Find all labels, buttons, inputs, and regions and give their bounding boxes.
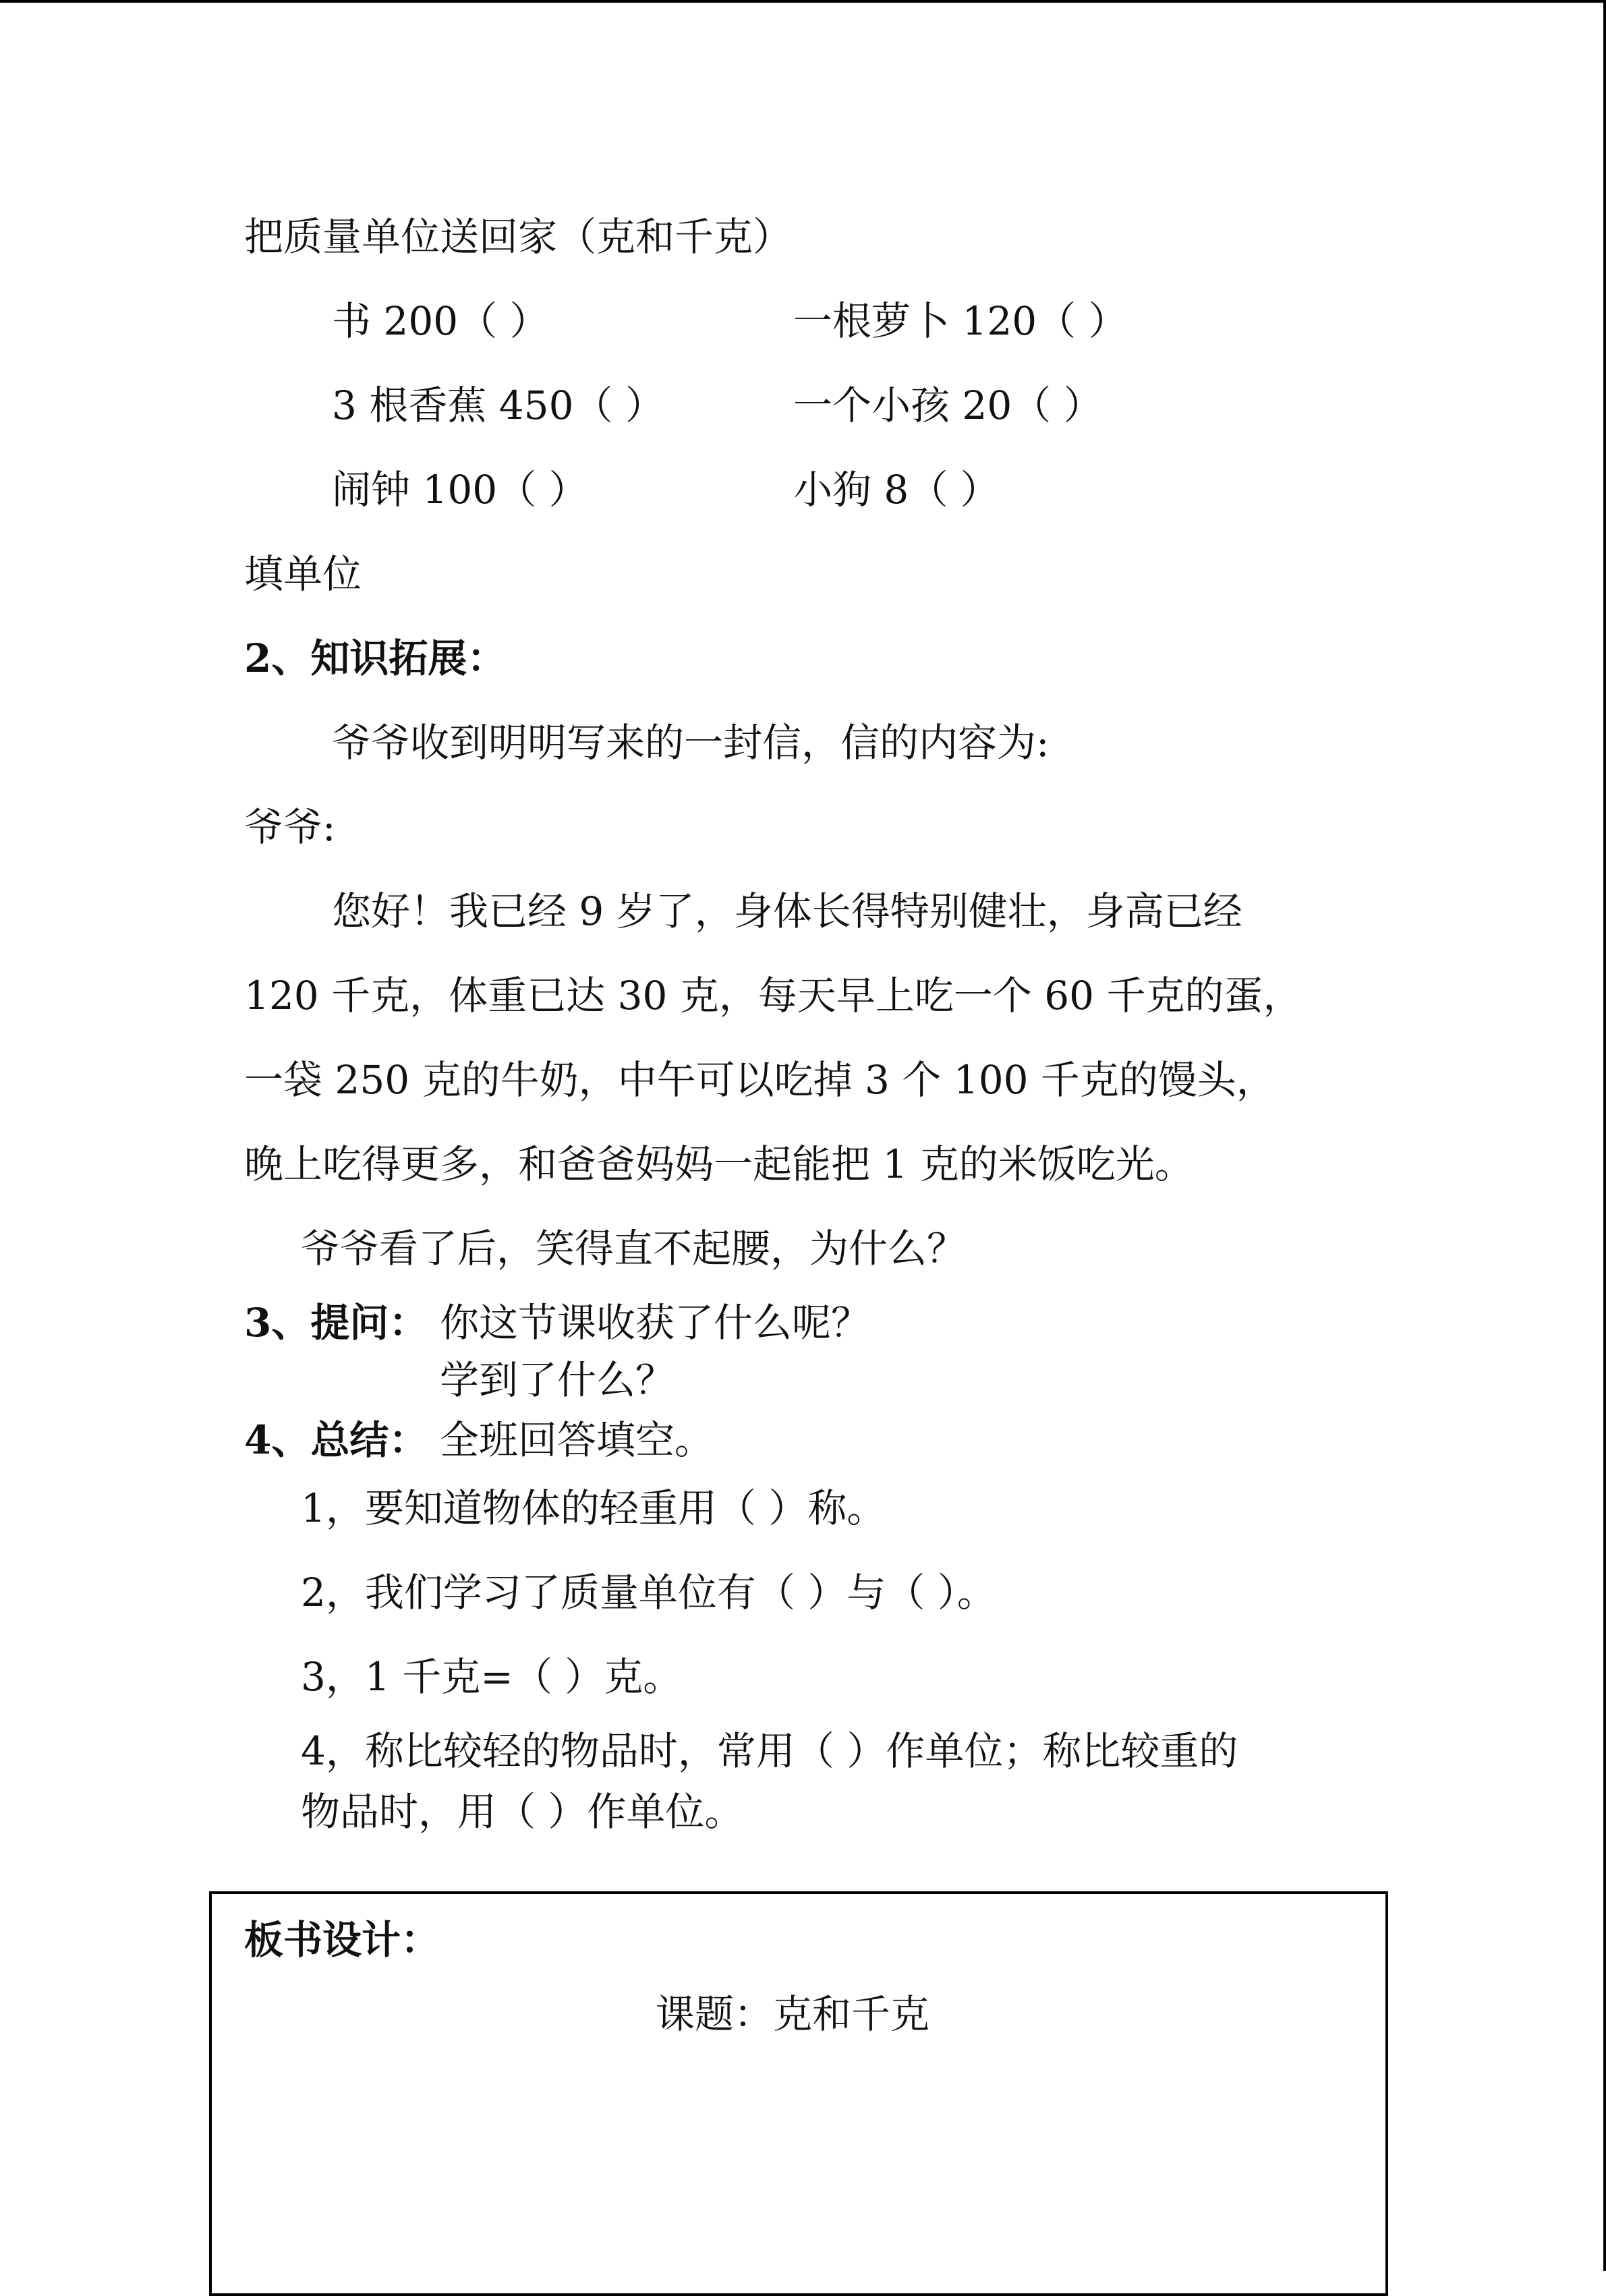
unit-item-bananas: 3 根香蕉 450（ ） [332, 382, 664, 428]
section3-question: 学到了什么？ [440, 1357, 675, 1403]
board-topic: 课题：克和千克 [656, 1991, 930, 2037]
section2-heading: 2、知识拓展： [244, 635, 507, 681]
summary-item: 2，我们学习了质量单位有（ ）与（ ）。 [301, 1570, 996, 1615]
letter-question: 爷爷看了后，笑得直不起腰，为什么？ [301, 1226, 967, 1271]
section3-label: 3、提问： [244, 1300, 428, 1346]
unit-item-child: 一个小孩 20（ ） [793, 382, 1103, 428]
summary-item: 1，要知道物体的轻重用（ ）称。 [301, 1485, 886, 1531]
unit-item-dog: 小狗 8（ ） [793, 467, 1000, 513]
summary-item: 3，1 千克=（ ）克。 [301, 1654, 683, 1700]
section1-subtitle: 填单位 [244, 551, 362, 597]
letter-line: 您好！我已经 9 岁了，身体长得特别健壮，身高已经 [332, 888, 1242, 934]
letter-salutation: 爷爷: [244, 804, 336, 850]
letter-line: 一袋 250 克的牛奶，中午可以吃掉 3 个 100 千克的馒头， [244, 1057, 1275, 1103]
summary-item: 物品时，用（ ）作单位。 [301, 1789, 744, 1835]
section3-question: 你这节课收获了什么呢？ [440, 1300, 871, 1346]
section4-label: 4、总结： [244, 1417, 428, 1463]
section1-title: 把质量单位送回家（克和千克） [244, 214, 793, 260]
section4-intro: 全班回答填空。 [440, 1417, 714, 1463]
unit-item-book: 书 200（ ） [332, 298, 549, 344]
letter-line: 晚上吃得更多，和爸爸妈妈一起能把 1 克的米饭吃光。 [244, 1141, 1194, 1187]
letter-intro: 爷爷收到明明写来的一封信，信的内容为: [332, 720, 1050, 766]
board-heading: 板书设计： [244, 1917, 440, 1963]
unit-item-radish: 一根萝卜 120（ ） [793, 298, 1128, 344]
page-right-border [1603, 0, 1606, 2271]
page-top-border [0, 0, 1606, 3]
summary-item: 4，称比较轻的物品时，常用（ ）作单位；称比较重的 [301, 1728, 1238, 1774]
unit-item-clock: 闹钟 100（ ） [332, 467, 588, 513]
letter-line: 120 千克，体重已达 30 克，每天早上吃一个 60 千克的蛋， [244, 973, 1302, 1018]
